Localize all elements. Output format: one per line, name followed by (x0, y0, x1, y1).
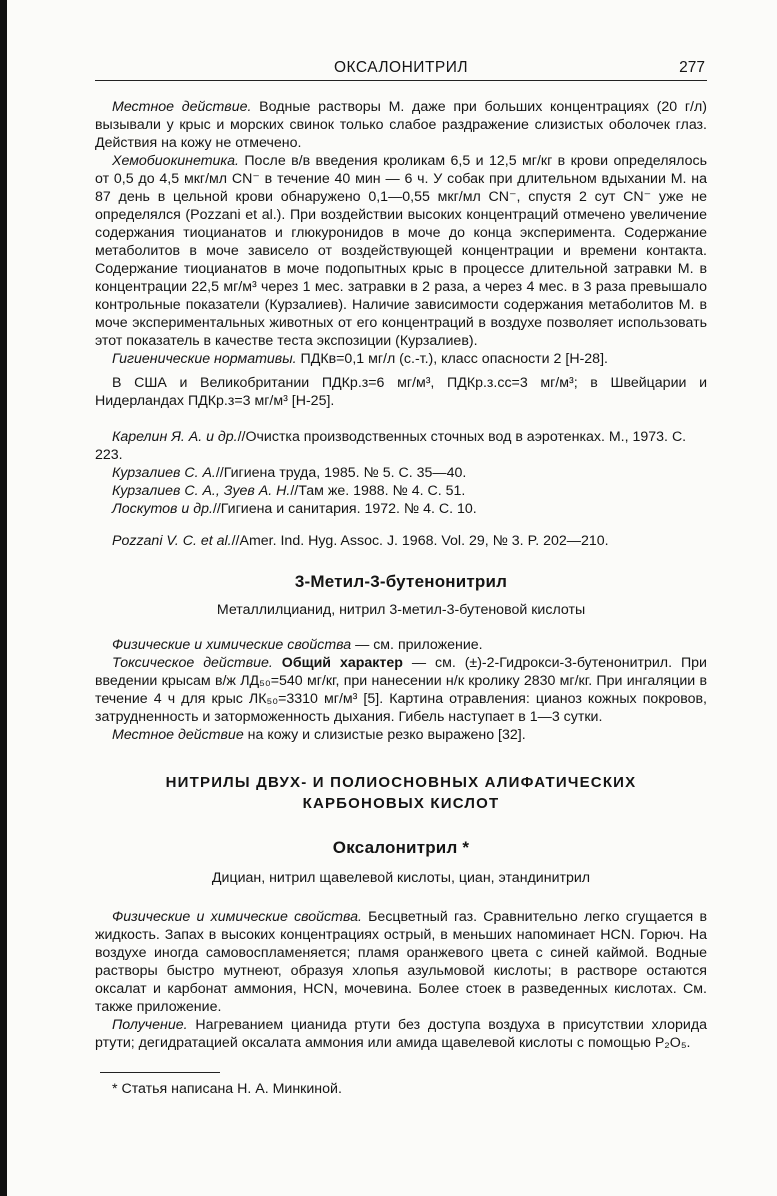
paragraph-chemobiokinetics (95, 152, 707, 350)
text-toxic-action: — см. (±)-2-Гидрокси-3-бутенонитрил. При введении крысам в/ж ЛД₅₀=540 мг/кг, при нанесении н/к кролику 2830 мг/кг. При ингаляции в течение 4 ч для крыс ЛК₅₀=3310 мг/м³ [5]. Картина отравления: цианоз кожных покровов, затрудненность и заторможенность дыхания. Гибель наступает в 1—3 сутки. (95, 655, 707, 725)
reference-author: Pozzani V. C. et al. (112, 533, 232, 549)
label-toxic-action: Токсическое действие. (112, 655, 273, 671)
footnote: * Статья написана Н. А. Минкиной. (112, 1081, 342, 1097)
reference-author: Курзалиев С. А., Зуев А. Н. (112, 483, 291, 499)
reference-source: //Amer. Ind. Hyg. Assoc. J. 1968. Vol. 29, № 3. P. 202—210. (231, 533, 609, 549)
reference-source: //Гигиена и санитария. 1972. № 4. С. 10. (212, 501, 477, 517)
compound-body-oxalonitrile (95, 908, 707, 1052)
label-physical-properties: Физические и химические свойства (112, 637, 352, 653)
label-local-action: Местное действие. (112, 99, 252, 115)
paragraph-preparation (95, 1016, 707, 1052)
reference-item (95, 464, 707, 482)
reference-item (95, 428, 707, 464)
text-chemobiokinetics: После в/в введения кроликам 6,5 и 12,5 мг/кг в крови определялось от 0,5 до 4,5 мкг/мл CN⁻ в течение 40 мин — 6 ч. У собак при длительном вдыхании М. на 87 день в цельной крови обнаружено 0,1—0,55 мкг/мл CN⁻, спустя 2 сут CN⁻ уже не определялся (Pozzani et al.). При воздействии высоких концентраций отмечено увеличение содержания тиоцианатов и глюкуронидов в моче до конца эксперимента. Содержание метаболитов в моче зависело от воздействующей концентрации и времени контакта. Содержание тиоцианатов в моче подопытных крыс в процессе длительной затравки М. в концентрации 22,5 мг/м³ через 1 мес. затравки в 2 раза, а через 4 мес. в 3 раза превышало контрольные показатели (Курзалиев). Наличие зависимости содержания метаболитов М. в моче экспериментальных животных от его концентраций в воздухе позволяет использовать этот показатель в качестве теста экспозиции (Курзалиев). (95, 153, 707, 349)
section-heading (95, 772, 707, 814)
compound-synonyms-methylbutenonitrile: Металлилцианид, нитрил 3-метил-3-бутеновой кислоты (216, 602, 586, 618)
reference-author: Курзалиев С. А. (112, 465, 216, 481)
footnote-rule (100, 1072, 220, 1073)
previous-entry (95, 98, 707, 410)
scan-edge (0, 0, 7, 1196)
text-physical-properties: — см. приложение. (351, 637, 483, 653)
paragraph-local-action-2 (95, 726, 707, 744)
text-local-action-2: на кожу и слизистые резко выражено [32]. (243, 727, 526, 743)
reference-item (95, 482, 707, 500)
compound-body-methylbutenonitrile (95, 636, 707, 744)
label-general-character: Общий характер (272, 655, 403, 671)
page (95, 58, 707, 1097)
reference-author: Лоскутов и др. (112, 501, 213, 517)
compound-title-oxalonitrile: Оксалонитрил * (332, 838, 470, 857)
references-list (95, 428, 707, 550)
label-hygiene: Гигиенические нормативы. (112, 351, 297, 367)
label-preparation: Получение. (112, 1017, 188, 1033)
text-preparation: Нагреванием цианида ртути без доступа воздуха в присутствии хлорида ртути; дегидратацией оксалата аммония или амида щавелевой кислоты с помощью P₂O₅. (95, 1017, 707, 1051)
label-chemobiokinetics: Хемобиокинетика. (112, 153, 239, 169)
paragraph-local-action (95, 98, 707, 152)
compound-title-methylbutenonitrile: 3-Метил-3-бутенонитрил (294, 572, 508, 591)
reference-item (95, 500, 707, 518)
paragraph-usa-limits: В США и Великобритании ПДКр.з=6 мг/м³, ПДКр.з.сс=3 мг/м³; в Швейцарии и Нидерландах ПДКр.з=3 мг/м³ [Н-25]. (95, 375, 707, 409)
page-number: 277 (679, 59, 705, 76)
paragraph-physical-properties (95, 636, 707, 654)
reference-item-foreign (95, 532, 707, 550)
label-physical-properties-2: Физические и химические свойства. (112, 909, 362, 925)
section-heading-line2: КАРБОНОВЫХ КИСЛОТ (302, 795, 500, 812)
paragraph-hygiene (95, 350, 707, 368)
paragraph-physical-properties-2 (95, 908, 707, 1016)
text-hygiene: ПДКв=0,1 мг/л (с.-т.), класс опасности 2 [Н-28]. (296, 351, 608, 367)
running-head (95, 58, 707, 81)
running-head-title: ОКСАЛОНИТРИЛ (333, 59, 469, 76)
compound-synonyms-oxalonitrile: Дициан, нитрил щавелевой кислоты, циан, этандинитрил (211, 870, 591, 886)
reference-source: //Там же. 1988. № 4. С. 51. (290, 483, 466, 499)
paragraph-toxic-action (95, 654, 707, 726)
text-physical-properties-2: Бесцветный газ. Сравнительно легко сгущается в жидкость. Запах в высоких концентрациях острый, в меньших напоминает HCN. Горюч. На воздухе иногда самовоспламеняется; пламя оранжевого цвета с синей каймой. Водные растворы быстро мутнеют, образуя хлопья азульмовой кислоты; в растворе остаются оксалат и карбонат аммония, HCN, мочевина. Более стоек в разведенных кислотах. См. также приложение. (95, 909, 707, 1015)
label-local-action-2: Местное действие (112, 727, 244, 743)
reference-source: //Гигиена труда, 1985. № 5. С. 35—40. (215, 465, 467, 481)
reference-source: //Очистка производственных сточных вод в аэротенках. М., 1973. С. 223. (95, 429, 687, 463)
section-heading-line1: НИТРИЛЫ ДВУХ- И ПОЛИОСНОВНЫХ АЛИФАТИЧЕСКИХ (165, 774, 637, 791)
text-local-action: Водные растворы М. даже при больших концентрациях (20 г/л) вызывали у крыс и морских свинок только слабое раздражение слизистых оболочек глаз. Действия на кожу не отмечено. (95, 99, 707, 151)
reference-author: Карелин Я. А. и др. (112, 429, 238, 445)
